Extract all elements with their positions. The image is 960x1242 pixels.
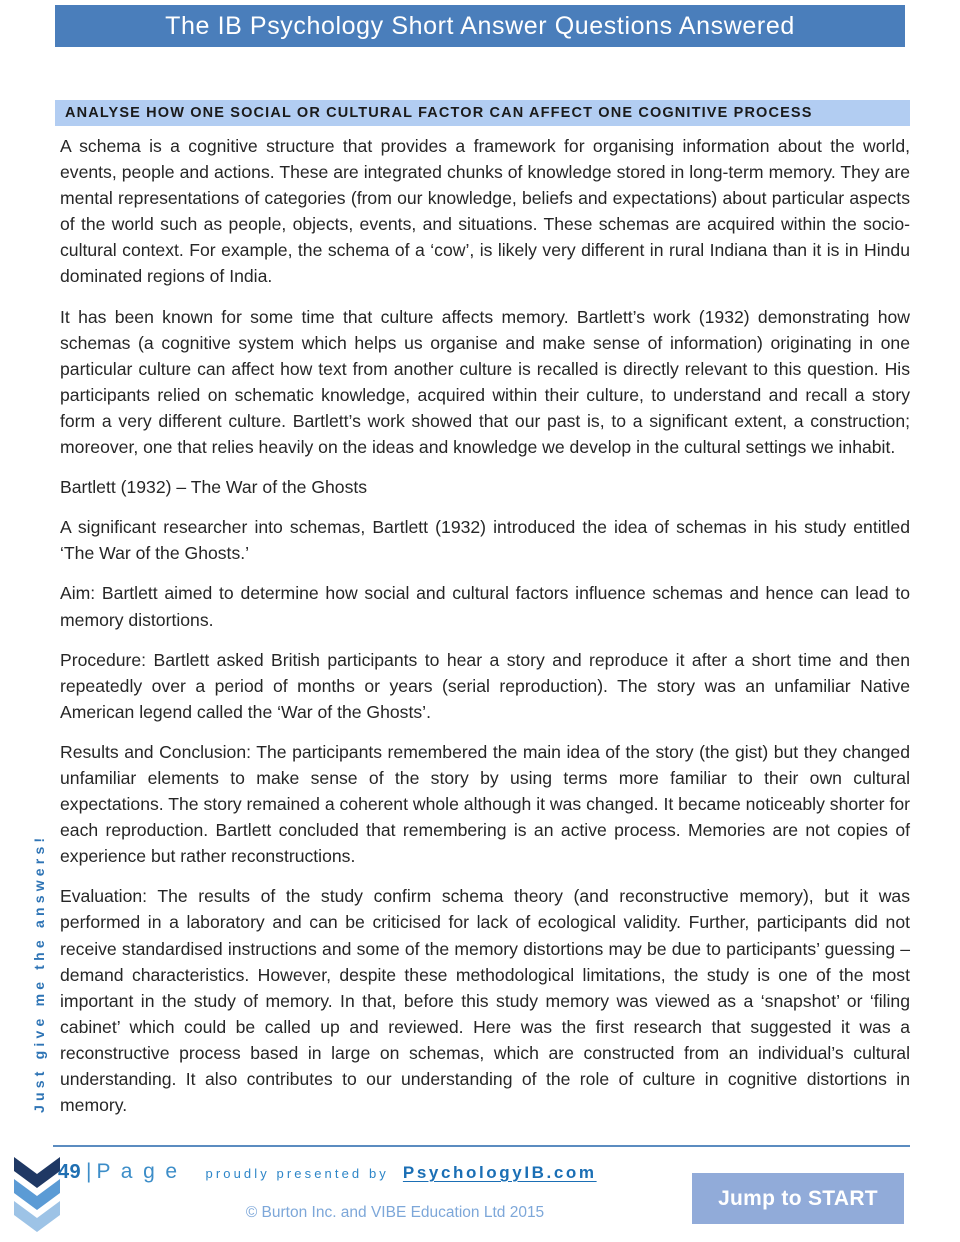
paragraph-aim: Aim: Bartlett aimed to determine how social and cultural factors influence schemas and hence can lead to memory distortions.	[60, 583, 910, 630]
question-heading: ANALYSE HOW ONE SOCIAL OR CULTURAL FACTOR CAN AFFECT ONE COGNITIVE PROCESS	[65, 105, 813, 121]
paragraph-evaluation: Evaluation: The results of the study confirm schema theory (and reconstructive memory), but it was performed in a laboratory and can be criticised for lack of ecological validity. Further, participants did not receive standardised instructions and some of the memory distortions may be due to participants’ guessing – demand characteristics. However, despite these methodological limitations, the study is one of the most important in the study of memory. In that, before this study memory was viewed as a ‘snapshot’ or ‘filing cabinet’ which could be called up and reviewed. Here was the first research that suggested it was a reconstructive process based in large on schemas, which are constructed from an individual’s cultural understanding. It also contributes to our understanding of the role of culture in cognitive distortions in memory.	[60, 886, 910, 1116]
chevron-stack-icon	[14, 1157, 60, 1235]
page-header-banner	[55, 5, 905, 47]
paragraph-procedure: Procedure: Bartlett asked British participants to hear a story and reproduce it after a short time and then repeatedly over a period of months or years (serial reproduction). The story was an unfamiliar Native American legend called the ‘War of the Ghosts’.	[60, 649, 910, 722]
copyright-notice: © Burton Inc. and VIBE Education Ltd 2015	[245, 1204, 545, 1221]
question-banner	[55, 100, 910, 126]
paragraph-results-conclusion: Results and Conclusion: The participants remembered the main idea of the story (the gist) but they changed unfamiliar elements to make sense of the story by using terms more familiar to their own cultural expectations. The story remained a coherent whole although it was changed. It became noticeably shorter for each reproduction. Bartlett concluded that remembering is an active process. Memories are not copies of experience but rather reconstructions.	[60, 741, 910, 867]
page-number: 49	[58, 1161, 82, 1183]
footer-credit-line	[58, 1160, 597, 1184]
page-separator: |	[86, 1160, 92, 1183]
jump-to-start-button[interactable]: Jump to START	[692, 1173, 904, 1224]
proudly-presented-text: proudly presented by	[205, 1166, 389, 1181]
page-title: The IB Psychology Short Answer Questions Answered	[165, 11, 795, 40]
document-body	[60, 133, 910, 1118]
vertical-sidebar-label: Just give me the answers!	[31, 833, 47, 1113]
study-heading-bartlett: Bartlett (1932) – The War of the Ghosts	[60, 477, 368, 498]
chevron-down-triple-icon	[14, 1157, 60, 1235]
paragraph-culture-memory: It has been known for some time that culture affects memory. Bartlett’s work (1932) demonstrating how schemas (a cognitive system which helps us organise and make sense of information) originating in one particular culture can affect how text from another culture is recalled is directly relevant to this question. His participants relied on schematic knowledge, acquired within their culture, to understand and recall a story form a very different culture. Bartlett’s work showed that our past is, to a significant extent, a construction; moreover, one that relies heavily on the ideas and knowledge we develop in the cultural settings we inhabit.	[60, 306, 910, 458]
paragraph-schema-definition: A schema is a cognitive structure that provides a framework for organising information about the world, events, people and actions. These are integrated chunks of knowledge stored in long-term memory. They are mental representations of categories (from our knowledge, beliefs and expectations) about particular aspects of the world such as people, objects, events, and situations. These schemas are acquired within the socio-cultural context. For example, the schema of a ‘cow’, is likely very different in rural Indiana than it is in Hindu dominated regions of India.	[60, 136, 910, 287]
page-label: P a g e	[96, 1160, 180, 1183]
paragraph-study-intro: A significant researcher into schemas, Bartlett (1932) introduced the idea of schemas in his study entitled ‘The War of the Ghosts.’	[60, 517, 910, 564]
footer-divider	[53, 1145, 910, 1147]
brand-link-psychologyib[interactable]: PsychologyIB.com	[402, 1163, 597, 1182]
